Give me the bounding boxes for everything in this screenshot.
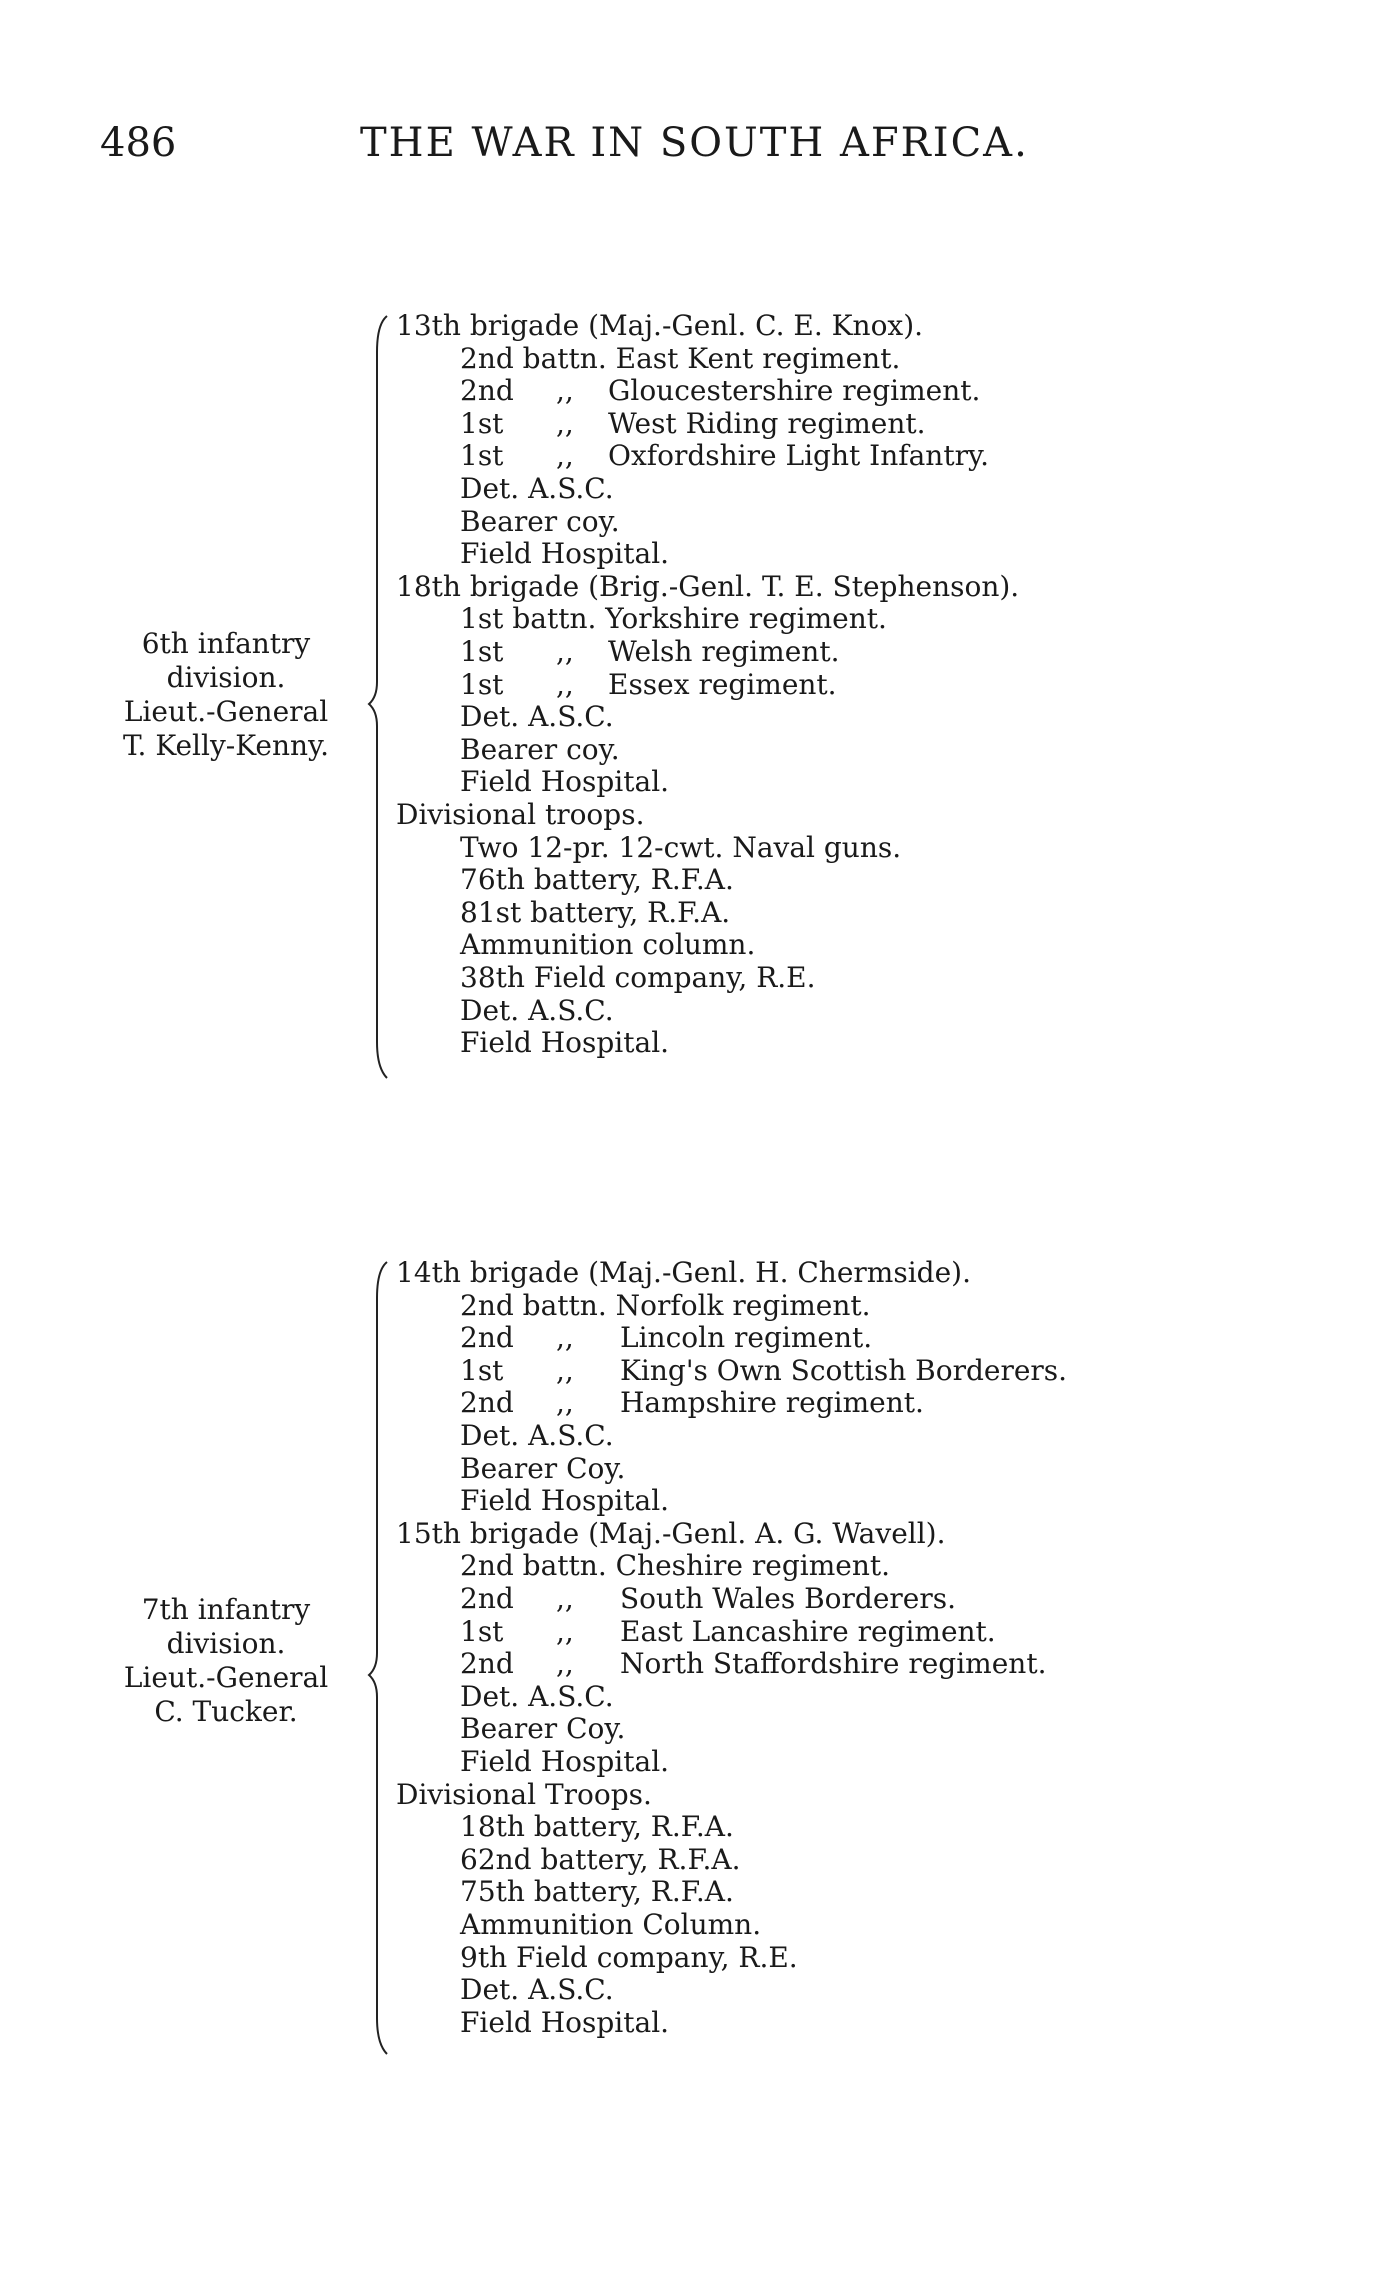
division-label-line: C. Tucker. [154,1695,298,1728]
division-label-line: division. [166,661,286,694]
unit-number: 1st [460,635,504,668]
running-head: THE WAR IN SOUTH AFRICA. [360,120,1029,166]
unit-name: Welsh regiment. [608,635,840,668]
unit-text: Bearer coy. [460,732,620,766]
ditto-mark: ,, [556,667,574,701]
unit-name: Hampshire regiment. [620,1386,924,1420]
unit-text: Field Hospital. [460,1745,670,1778]
unit-text: Field Hospital. [460,537,670,571]
unit-number: 1st [460,667,504,701]
unit-text: 18th brigade (Brig.-Genl. T. E. Stephenson). [396,569,1020,603]
unit-text: Field Hospital. [460,765,670,799]
unit-text: 2nd battn. Cheshire regiment. [460,1549,891,1583]
unit-text: 38th Field company, R.E. [460,961,816,994]
unit-text: Field Hospital. [460,1026,670,1060]
ditto-mark: ,, [556,1582,574,1615]
unit-text: 62nd battery, R.F.A. [460,1842,741,1876]
ditto-mark: ,, [556,1647,574,1681]
ditto-mark: ,, [556,1614,574,1648]
unit-name: Oxfordshire Light Infantry. [608,439,989,473]
unit-text: Field Hospital. [460,2005,670,2039]
unit-text: Divisional Troops. [396,1777,652,1811]
unit-text: Divisional troops. [396,798,645,831]
unit-name: King's Own Scottish Borderers. [620,1353,1068,1387]
unit-name: West Riding regiment. [608,406,926,440]
page-number: 486 [100,120,177,166]
unit-number: 2nd [460,374,514,408]
unit-text: Field Hospital. [460,1484,670,1518]
unit-text: Ammunition column. [460,928,756,962]
division-label [96,1593,356,1729]
ditto-mark: ,, [556,1386,574,1420]
unit-text: 1st battn. Yorkshire regiment. [460,602,887,636]
unit-text: 75th battery, R.F.A. [460,1875,734,1909]
unit-number: 2nd [460,1386,514,1420]
unit-name: Gloucestershire regiment. [608,374,981,408]
division-label-line: division. [166,1627,286,1660]
ditto-mark: ,, [556,635,574,668]
unit-text: Two 12-pr. 12-cwt. Naval guns. [460,830,902,864]
unit-text: 81st battery, R.F.A. [460,895,731,929]
unit-name: South Wales Borderers. [620,1582,957,1615]
unit-text: 14th brigade (Maj.-Genl. H. Chermside). [396,1256,971,1289]
unit-text: Det. A.S.C. [460,472,614,505]
unit-number: 1st [460,1353,504,1387]
unit-number: 1st [460,406,504,440]
unit-text: Det. A.S.C. [460,1419,614,1452]
unit-name: East Lancashire regiment. [620,1614,996,1648]
curly-brace-icon [365,1258,405,2058]
unit-number: 2nd [460,1582,514,1615]
unit-text: 15th brigade (Maj.-Genl. A. G. Wavell). [396,1516,946,1550]
unit-name: Lincoln regiment. [620,1321,873,1355]
division-label-line: 7th infantry [141,1593,311,1626]
unit-number: 1st [460,1614,504,1648]
division-label-line: T. Kelly-Kenny. [122,729,330,762]
unit-text: 76th battery, R.F.A. [460,863,734,897]
page-header [0,120,1400,180]
unit-text: Bearer coy. [460,504,620,538]
division-label-line: Lieut.-General [123,1661,329,1694]
unit-text: Ammunition Column. [460,1908,762,1941]
unit-text: Bearer Coy. [460,1451,626,1485]
unit-text: 18th battery, R.F.A. [460,1810,734,1844]
unit-text: Det. A.S.C. [460,1679,614,1713]
ditto-mark: ,, [556,374,574,408]
unit-text: Det. A.S.C. [460,700,614,734]
unit-text: 13th brigade (Maj.-Genl. C. E. Knox). [396,309,924,342]
unit-name: North Staffordshire regiment. [620,1647,1047,1681]
unit-number: 2nd [460,1647,514,1681]
unit-text: Det. A.S.C. [460,993,614,1027]
unit-text: 2nd battn. Norfolk regiment. [460,1288,871,1322]
ditto-mark: ,, [556,1353,574,1387]
curly-brace-icon [365,312,405,1082]
unit-text: 2nd battn. East Kent regiment. [460,341,901,375]
unit-number: 2nd [460,1321,514,1355]
division-label-line: 6th infantry [141,627,311,660]
unit-name: Essex regiment. [608,667,837,701]
division-label [96,627,356,763]
ditto-mark: ,, [556,406,574,440]
unit-text: 9th Field company, R.E. [460,1940,798,1974]
unit-number: 1st [460,439,504,473]
unit-text: Bearer Coy. [460,1712,626,1746]
ditto-mark: ,, [556,1321,574,1355]
ditto-mark: ,, [556,439,574,473]
unit-text: Det. A.S.C. [460,1973,614,2007]
division-label-line: Lieut.-General [123,695,329,728]
